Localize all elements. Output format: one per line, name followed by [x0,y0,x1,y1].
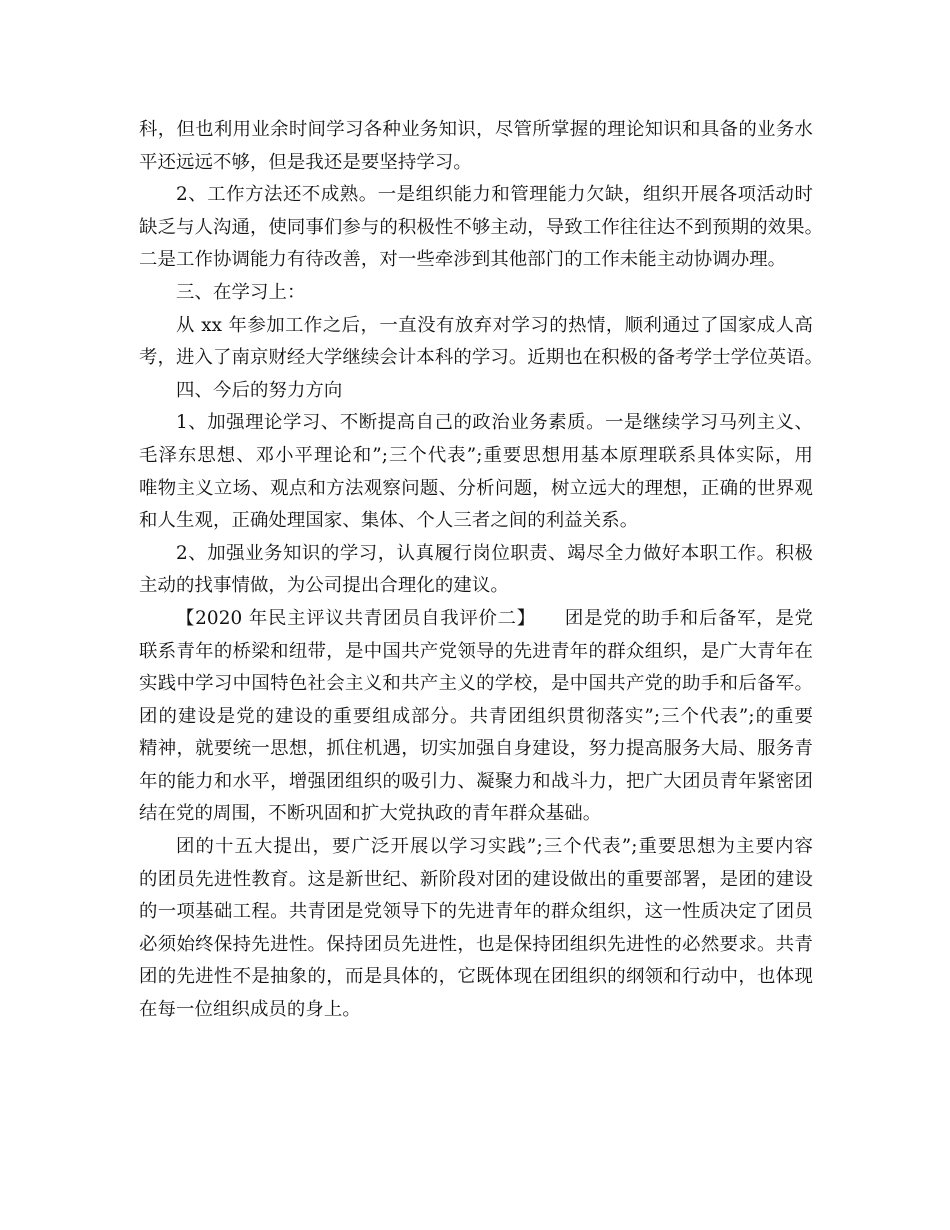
text-line: 考，进入了南京财经大学继续会计本科的学习。近期也在积极的备考学士学位英语。 [139,347,824,369]
document-body [139,114,824,1027]
text-line: 平还远远不够，但是我还是要坚持学习。 [139,151,472,173]
text-line: 联系青年的桥梁和纽带，是中国共产党领导的先进青年的群众组织，是广大青年在 [139,640,813,662]
text-line: 精神，就要统一思想，抓住机遇，切实加强自身建设，努力提高服务大局、服务青 [139,738,813,760]
text-line: 实践中学习中国特色社会主义和共产主义的学校，是中国共产党的助手和后备军。 [139,673,813,695]
text-line: 1、加强理论学习、不断提高自己的政治业务素质。一是继续学习马列主义、 [176,412,813,434]
text-line: 四、今后的努力方向 [176,379,343,401]
text-line: 主动的找事情做，为公司提出合理化的建议。 [139,575,509,597]
text-line: 唯物主义立场、观点和方法观察问题、分析问题，树立远大的理想，正确的世界观 [139,477,813,499]
text-line: 的团员先进性教育。这是新世纪、新阶段对团的建设做出的重要部署，是团的建设 [139,868,813,890]
text-line: 毛泽东思想、邓小平理论和”;三个代表”;重要思想用基本原理联系具体实际，用 [139,444,813,466]
text-line: 从 xx 年参加工作之后，一直没有放弃对学习的热情，顺利通过了国家成人高 [176,314,813,336]
text-line: 二是工作协调能力有待改善，对一些牵涉到其他部门的工作未能主动协调办理。 [139,249,787,271]
text-line: 三、在学习上： [176,281,306,303]
text-line: 和人生观，正确处理国家、集体、个人三者之间的利益关系。 [139,510,639,532]
text-line: 结在党的周围，不断巩固和扩大党执政的青年群众基础。 [139,803,602,825]
text-line: 团的先进性不是抽象的，而是具体的，它既体现在团组织的纲领和行动中，也体现 [139,966,813,988]
text-line: 必须始终保持先进性。保持团员先进性，也是保持团组织先进性的必然要求。共青 [139,933,813,955]
text-line: 团的十五大提出，要广泛开展以学习实践”;三个代表”;重要思想为主要内容 [176,836,813,858]
text-line: 年的能力和水平，增强团组织的吸引力、凝聚力和战斗力，把广大团员青年紧密团 [139,770,813,792]
text-line: 的一项基础工程。共青团是党领导下的先进青年的群众组织，这一性质决定了团员 [139,901,813,923]
text-line: 2、工作方法还不成熟。一是组织能力和管理能力欠缺，组织开展各项活动时 [176,184,813,206]
text-line: 【2020 年民主评议共青团员自我评价二】 团是党的助手和后备军，是党 [176,607,813,629]
text-line: 科，但也利用业余时间学习各种业务知识，尽管所掌握的理论知识和具备的业务水 [139,119,813,140]
text-line: 缺乏与人沟通，使同事们参与的积极性不够主动，导致工作往往达不到预期的效果。 [139,216,824,238]
text-line: 团的建设是党的建设的重要组成部分。共青团组织贯彻落实”;三个代表”;的重要 [139,705,813,727]
text-line: 2、加强业务知识的学习，认真履行岗位职责、竭尽全力做好本职工作。积极 [176,542,813,564]
text-line: 在每一位组织成员的身上。 [139,999,361,1021]
